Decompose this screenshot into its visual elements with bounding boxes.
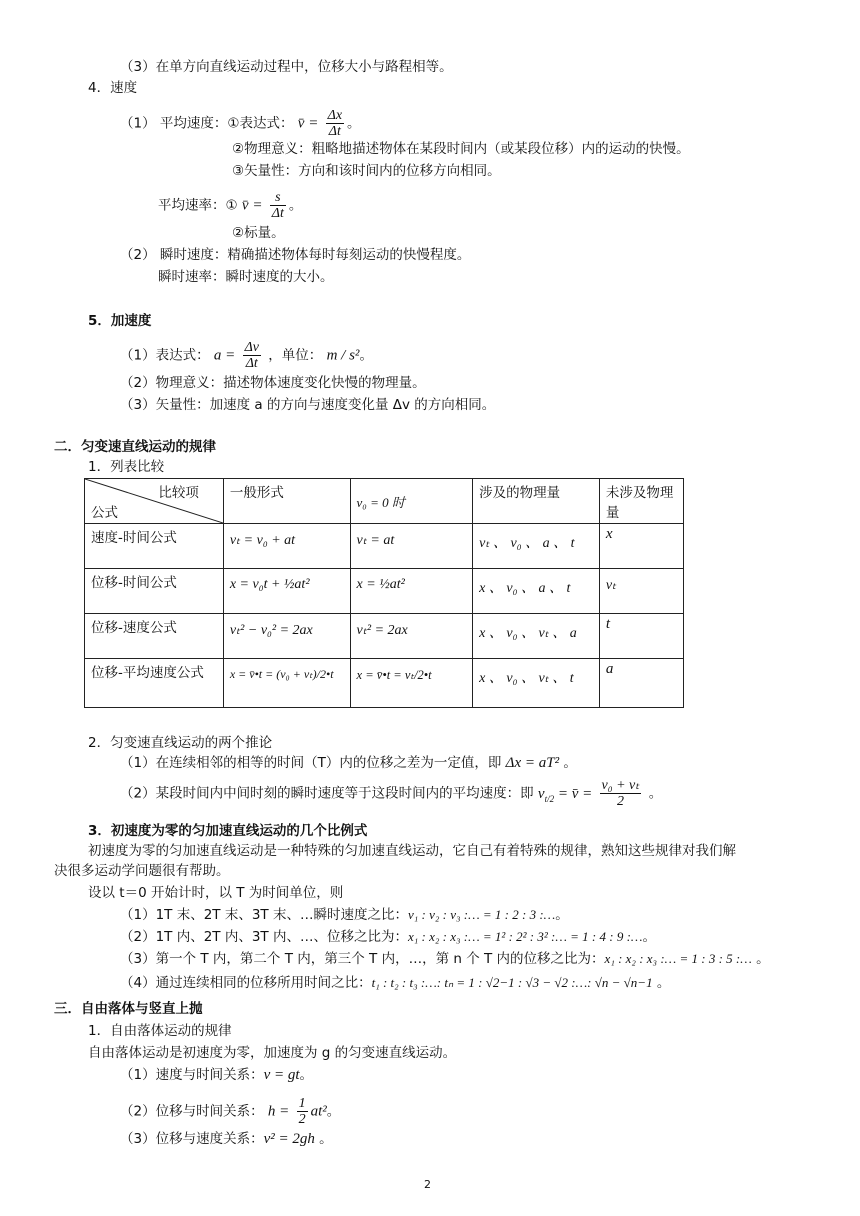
heading-ratios: 3．初速度为零的匀加速直线运动的几个比例式	[88, 823, 368, 839]
heading-free-fall-rules: 1．自由落体运动的规律	[88, 1023, 232, 1039]
avg-velocity-vector: ③矢量性：方向和该时间内的位移方向相同。	[232, 163, 501, 179]
col-involved: 涉及的物理量	[473, 479, 600, 524]
ratio-3: （3）第一个 T 内，第二个 T 内，第三个 T 内，…，第 n 个 T 内的位移之比为：x₁ : x₂ : x₃ :… = 1 : 3 : 5 :… 。	[120, 951, 770, 967]
free-fall-3: （3）位移与速度关系：v² = 2gh 。	[120, 1131, 333, 1147]
ratio-4: （4）通过连续相同的位移所用时间之比：t₁ : t₂ : t₃ :…: tₙ = 1 : √2−1 : √3 − √2 :…: √n − √n−1 。	[120, 975, 671, 991]
ratios-intro-c: 设以 t＝0 开始计时，以 T 为时间单位，则	[88, 885, 344, 901]
table-row: 速度-时间公式 vₜ = v₀ + at vₜ = at vₜ 、 v₀ 、 a 、 t x	[85, 524, 684, 569]
ratio-2: （2）1T 内、2T 内、3T 内、…、位移之比为：x₁ : x₂ : x₃ :… = 1² : 2² : 3² :… = 1 : 4 : 9 :…。	[120, 929, 656, 945]
heading-inferences: 2．匀变速直线运动的两个推论	[88, 735, 273, 751]
col-not-involved: 未涉及物理量	[599, 479, 683, 524]
acc-expression-row: （1）表达式： a = $\frac{\Delta v}{\Delta t}$ ，单位： m / s²。	[120, 340, 373, 371]
free-fall-intro: 自由落体运动是初速度为零，加速度为 g 的匀变速直线运动。	[88, 1045, 457, 1061]
ratios-intro-a: 初速度为零的匀加速直线运动是一种特殊的匀加速直线运动，它自己有着特殊的规律，熟知这些规律对我们解	[88, 843, 736, 859]
inference-2-fraction: $\frac{\text{v₀ + vₜ}}{2}$	[601, 778, 640, 809]
avg-rate-row: 平均速率：① v̄ = $\frac{s}{\Delta t}$ 。	[158, 190, 303, 221]
avg-velocity-label: （1） 平均速度：①表达式：	[120, 115, 294, 132]
acc-vector: （3）矢量性：加速度 a 的方向与速度变化量 Δv 的方向相同。	[120, 397, 496, 413]
table-row: 位移-速度公式 vₜ² − v₀² = 2ax vₜ² = 2ax x 、 v₀ 、 vₜ 、 a t	[85, 614, 684, 659]
section-uniform-motion: 二．匀变速直线运动的规律	[54, 439, 216, 455]
section-free-fall: 三．自由落体与竖直上抛	[54, 1001, 203, 1017]
ratio-1: （1）1T 末、2T 末、3T 末、…瞬时速度之比：v₁ : v₂ : v₃ :… = 1 : 2 : 3 :…。	[120, 907, 569, 923]
inference-1: （1）在连续相邻的相等的时间（T）内的位移之差为一定值，即 Δx = aT² 。	[120, 755, 577, 771]
avg-velocity-fraction: $\frac{\Delta x}{\Delta t}$	[327, 108, 343, 139]
acc-meaning: （2）物理意义：描述物体速度变化快慢的物理量。	[120, 375, 426, 391]
heading-table-compare: 1．列表比较	[88, 459, 165, 475]
avg-rate-scalar: ②标量。	[232, 225, 285, 241]
free-fall-2-fraction: $\frac{1}{2}$	[298, 1096, 306, 1127]
line-displacement-path: （3）在单方向直线运动过程中，位移大小与路程相等。	[120, 59, 453, 75]
table-row: 位移-平均速度公式 x = v̄•t = (v₀ + vₜ)/2•t x = v̄•t = vₜ/2•t x 、 v₀ 、 vₜ 、 t a	[85, 659, 684, 708]
avg-velocity-meaning: ②物理意义：粗略地描述物体在某段时间内（或某段位移）内的运动的快慢。	[232, 141, 690, 157]
inst-rate: 瞬时速率：瞬时速度的大小。	[158, 269, 334, 285]
acc-fraction: $\frac{\Delta v}{\Delta t}$	[244, 340, 259, 371]
diagonal-line	[85, 479, 223, 523]
avg-rate-fraction: $\frac{s}{\Delta t}$	[271, 190, 284, 221]
inst-velocity: （2） 瞬时速度：精确描述物体每时每刻运动的快慢程度。	[120, 247, 471, 263]
page-number: 2	[424, 1178, 431, 1191]
table-header-diagonal: 比较项 公式	[85, 479, 224, 524]
heading-velocity: 4．速度	[88, 80, 138, 96]
col-v0: v₀ = 0 时	[350, 479, 473, 524]
table-row: 位移-时间公式 x = v₀t + ½at² x = ½at² x 、 v₀ 、 a 、 t vₜ	[85, 569, 684, 614]
free-fall-2: （2）位移与时间关系： h = $\frac{1}{2}$ at²。	[120, 1096, 341, 1127]
inference-2: （2）某段时间内中间时刻的瞬时速度等于这段时间内的平均速度：即 $v_{t/2}$ = v̄ = $\frac{\text{v₀ + vₜ}}{2}$ 。	[120, 778, 663, 809]
col-general: 一般形式	[223, 479, 350, 524]
avg-rate-label: 平均速率：①	[158, 197, 238, 214]
free-fall-1: （1）速度与时间关系：v = gt。	[120, 1067, 314, 1083]
heading-acceleration: 5．加速度	[88, 313, 152, 329]
comparison-table	[84, 478, 684, 708]
avg-velocity-row: （1） 平均速度：①表达式： v̄ = $\frac{\Delta x}{\Delta t}$ 。	[120, 108, 361, 139]
ratios-intro-b: 决很多运动学问题很有帮助。	[54, 863, 230, 879]
